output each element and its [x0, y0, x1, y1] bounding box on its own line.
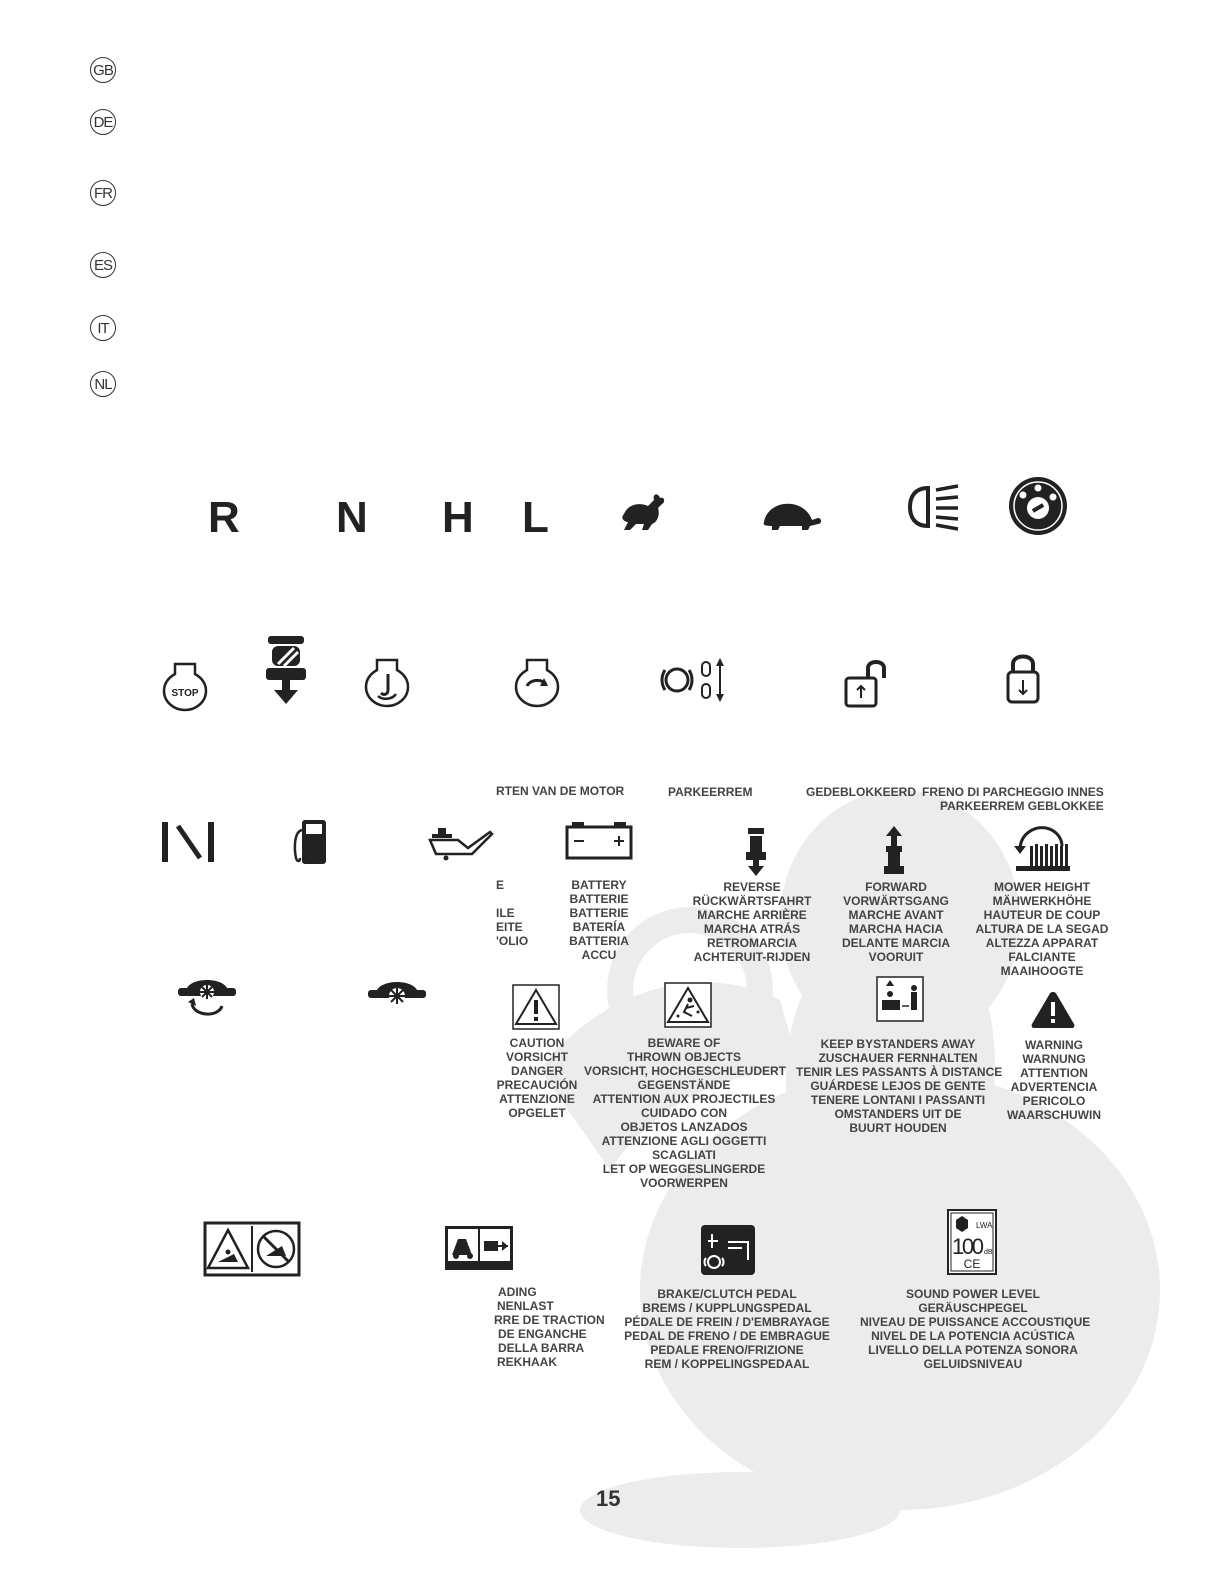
engine-choke-icon: [364, 656, 410, 708]
battery-icon: [564, 820, 634, 860]
sound-db-text: dB: [984, 1249, 993, 1256]
locked-padlock-icon: [1006, 652, 1040, 704]
label-sound-power: SOUND POWER LEVEL GERÄUSCHPEGEL NIVEAU DE PUISSANCE ACCOUSTIQUE NIVEL DE LA POTENCIA ACÚSTICA LIVELLO DELLA POTENZA SONORA GELUIDSNIVEAU: [860, 1287, 1091, 1371]
unlocked-padlock-icon: [844, 656, 888, 710]
pto-engage-icon: [176, 970, 238, 1022]
label-thrown-objects: BEWARE OF THROWN OBJECTS VORSICHT, HOCHGESCHLEUDERT GEGENSTÄNDE ATTENTION AUX PROJECTILES CUIDADO CON OBJETOS LANZADOS ATTENZIONE AGLI OGGETTI SCAGLIATI LET OP WEGGESLINGERDE VOORWERPEN: [584, 1036, 787, 1190]
lang-badge-fr: FR: [90, 180, 116, 206]
sound-value-text: 100: [952, 1234, 984, 1259]
label-gedeblokkeerd: GEDEBLOKKEERD: [806, 785, 917, 799]
lang-badge-es: ES: [90, 252, 116, 278]
label-caution: CAUTION VORSICHT DANGER PRECAUCIÓN ATTENZIONE OPGELET: [496, 1036, 578, 1120]
gear-high-letter: H: [442, 493, 474, 542]
brake-clutch-pedal-icon: [700, 1224, 756, 1276]
label-forward: FORWARD VORWÄRTSGANG MARCHE AVANT MARCHA HACIA DELANTE MARCIA VOORUIT: [842, 880, 950, 964]
engine-stop-icon: [162, 660, 208, 712]
label-brake-clutch: BRAKE/CLUTCH PEDAL BREMS / KUPPLUNGSPEDAL PÉDALE DE FREIN / D'EMBRAYAGE PEDAL DE FRENO / DE EMBRAGUE PEDALE FRENO/FRIZIONE REM / KOPPELINGSPEDAAL: [624, 1287, 830, 1371]
reverse-direction-icon: [744, 826, 768, 876]
parking-brake-lever-icon: [660, 658, 726, 702]
forward-direction-icon: [882, 826, 906, 876]
label-motor-fragment: RTEN VAN DE MOTOR: [496, 784, 625, 798]
lang-badge-nl: NL: [90, 371, 116, 397]
tractor-downhill-icon: [264, 634, 308, 706]
ce-mark-text: CE: [963, 1257, 981, 1271]
sound-power-level-icon: [946, 1208, 998, 1276]
towing-load-decal-icon: [444, 1225, 514, 1271]
label-oil-fragment: E ILE EITE 'OLIO: [496, 878, 529, 948]
caution-triangle-icon: [512, 984, 560, 1030]
thrown-objects-icon: [664, 982, 712, 1028]
label-bystanders: KEEP BYSTANDERS AWAY ZUSCHAUER FERNHALTEN TENIR LES PASSANTS À DISTANCE GUÁRDESE LEJOS DE GENTE TENERE LONTANI I PASSANTI OMSTANDERS UIT DE BUURT HOUDEN: [796, 1037, 1003, 1135]
lang-badge-de: DE: [90, 109, 116, 135]
label-freno-parcheggio: FRENO DI PARCHEGGIO INNES PARKEERREM GEBLOKKEE: [922, 785, 1104, 813]
engine-stop-text: STOP: [171, 688, 199, 699]
warning-triangle-icon: [1030, 990, 1076, 1030]
turtle-slow-icon: [760, 500, 822, 532]
gear-low-letter: L: [522, 493, 549, 542]
ignition-switch-icon: [1007, 475, 1069, 537]
throttle-lever-icon: [160, 820, 218, 864]
sound-lwa-text: LWA: [976, 1221, 993, 1230]
label-parkeerrem: PARKEERREM: [668, 785, 753, 799]
gear-neutral-letter: N: [336, 493, 368, 542]
slope-warning-decal-icon: [204, 1222, 300, 1276]
lang-badge-gb: GB: [90, 57, 116, 83]
keep-bystanders-away-icon: [876, 976, 924, 1022]
oil-can-icon: [428, 826, 494, 862]
page-number: 15: [596, 1486, 621, 1511]
label-loading-fragment: ADING NENLAST RRE DE TRACTION DE ENGANCHE DELLA BARRA REKHAAK: [494, 1285, 605, 1369]
label-mower-height: MOWER HEIGHT MÄHWERKHÖHE HAUTEUR DE COUP ALTURA DE LA SEGAD ALTEZZA APPARAT FALCIANTE MAAIHOOGTE: [975, 880, 1109, 978]
headlight-icon: [906, 484, 962, 530]
mower-height-icon: [1012, 824, 1072, 874]
engine-start-icon: [514, 656, 560, 708]
label-warning: WARNING WARNUNG ATTENTION ADVERTENCIA PERICOLO WAARSCHUWIN: [1007, 1038, 1101, 1122]
lang-badge-it: IT: [90, 315, 116, 341]
label-battery: BATTERY BATTERIE BATTERIE BATERÍA BATTERIA ACCU: [569, 878, 629, 962]
pto-disengage-icon: [366, 972, 428, 1012]
gear-reverse-letter: R: [208, 493, 240, 542]
rabbit-fast-icon: [618, 490, 668, 532]
label-reverse: REVERSE RÜCKWÄRTSFAHRT MARCHE ARRIÈRE MARCHA ATRÁS RETROMARCIA ACHTERUIT-RIJDEN: [692, 880, 812, 964]
fuel-pump-icon: [292, 818, 332, 866]
